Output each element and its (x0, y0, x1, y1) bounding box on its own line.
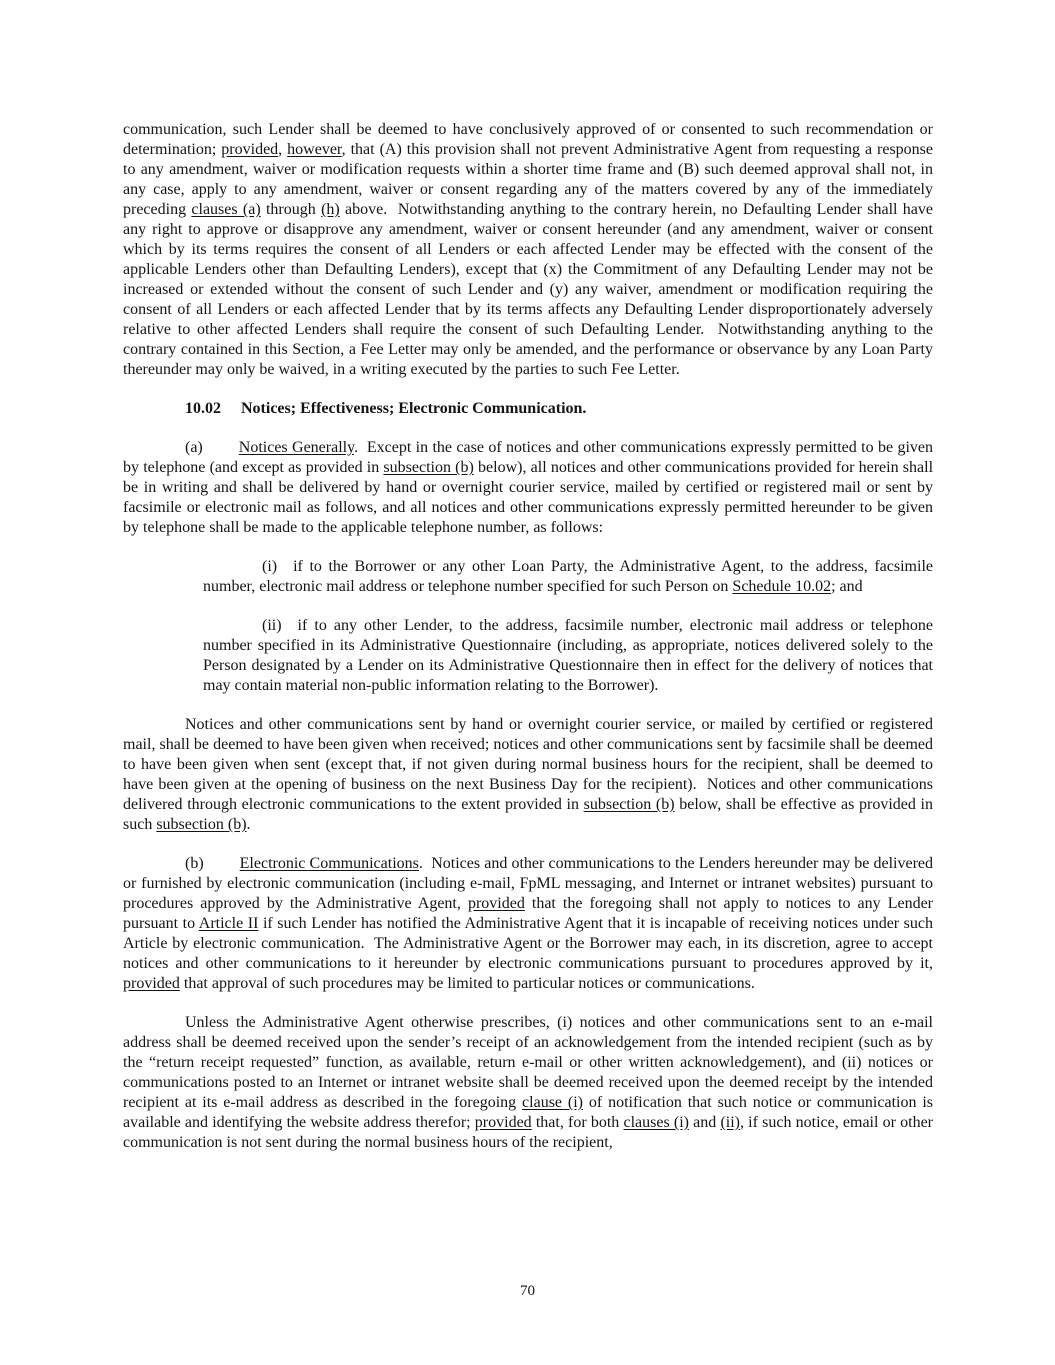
document-body (123, 120, 933, 1172)
text-run: Notices; Effectiveness; Electronic Communication. (241, 400, 587, 417)
section-heading-10-02 (123, 399, 933, 419)
text-run: Unless the Administrative Agent otherwise prescribes, (i) notices and other communications sent to an e-mail address shall be deemed received upon the sender’s receipt of an acknowledgement from the intended recipient (such as by the “return receipt requested” function, as available, return e-mail or other written acknowledgement), and (ii) notices or communications posted to an Internet or intranet website shall be deemed received upon the deemed receipt by the intended recipient at its e-mail address as described in the foregoing (123, 1014, 933, 1111)
text-run: above. Notwithstanding anything to the contrary herein, no Defaulting Lender shall have any right to approve or disapprove any amendment, waiver or consent hereunder (and any amendment, waiver or consent which by its terms requires the consent of all Lenders or each affected Lender may be effected with the consent of the applicable Lenders other than Defaulting Lenders), except that (x) the Commitment of any Defaulting Lender may not be increased or extended without the consent of such Lender and (y) any waiver, amendment or modification requiring the consent of all Lenders or each affected Lender that by its terms affects any Defaulting Lender disproportionately adversely relative to other affected Lenders shall require the consent of such Defaulting Lender. Notwithstanding anything to the contrary contained in this Section, a Fee Letter may only be amended, and the performance or observance by any Loan Party thereunder may only be waived, in a writing executed by the parties to such Fee Letter. (123, 201, 934, 378)
text-run: clause (i) (522, 1094, 583, 1111)
text-run: if to the Borrower or any other Loan Party, the Administrative Agent, to the address, facsimile number, electronic mail address or telephone number specified for such Person on (203, 558, 933, 595)
text-run: below), all notices and other communications provided for herein shall be in writing and shall be delivered by hand or overnight courier service, mailed by certified or registered mail or sent by facsimile or electronic mail as follows, and all notices and other communications expressly permitted hereunder to be given by telephone shall be made to the applicable telephone number, as follows: (123, 459, 934, 536)
text-run: however (287, 141, 342, 158)
text-run: Schedule 10.02 (732, 578, 832, 595)
text-run: Notices and other communications sent by hand or overnight courier service, or mailed by certified or registered mail, shall be deemed to have been given when received; notices and other communications sent by facsimile shall be deemed to have been given when sent (except that, if not given during normal business hours for the recipient, shall be deemed to have been given at the opening of business on the next Business Day for the recipient). Notices and other communications delivered through electronic communications to the extent provided in (123, 716, 933, 813)
text-run: communication, such Lender shall be deemed to have conclusively approved of or consented to such recommendation or determination; (123, 121, 933, 158)
text-run: that, for both (531, 1114, 624, 1131)
paragraph-notices-effectiveness (123, 715, 933, 835)
text-run: provided (123, 975, 180, 992)
text-run: if such Lender has notified the Administrative Agent that it is incapable of receiving notices under such Article by electronic communication. The Administrative Agent or the Borrower may each, in its discretion, agree to accept notices and other communications to it hereunder by electronic communications pursuant to procedures approved by it, (123, 915, 933, 972)
text-run: subsection (b) (156, 816, 247, 833)
paragraph-item-i (203, 557, 933, 597)
text-run: 10.02 (185, 400, 221, 417)
text-run: clauses (i) (623, 1114, 689, 1131)
paragraph-item-ii (203, 616, 933, 696)
text-run: , (278, 141, 288, 158)
page-number: 70 (520, 1283, 535, 1299)
text-run: Electronic Communications (239, 855, 419, 872)
text-run: through (260, 201, 322, 218)
text-run: of notification that such notice or communication is available and identifying the website address therefor; (123, 1094, 934, 1131)
text-run: , that (A) this provision shall not prevent Administrative Agent from requesting a response to any amendment, waiver or modification requests within a shorter time frame and (B) such deemed approval shall not, in any case, apply to any amendment, waiver or consent regarding any of the matters covered by any of the immediately preceding (123, 141, 934, 218)
text-run: if to any other Lender, to the address, facsimile number, electronic mail address or telephone number specified in its Administrative Questionnaire (including, as appropriate, notices delivered solely to the Person designated by a Lender on its Administrative Questionnaire then in effect for the delivery of notices that may contain material non-public information relating to the Borrower). (203, 617, 933, 694)
text-run: . Notices and other communications to the Lenders hereunder may be delivered or furnished by electronic communication (including e-mail, FpML messaging, and Internet or intranet websites) pursuant to procedures approved by the Administrative Agent, (123, 855, 934, 912)
paragraph-amendments-continuation (123, 120, 933, 380)
text-run: Article II (198, 915, 259, 932)
text-run: that the foregoing shall not apply to notices to any Lender pursuant to (123, 895, 933, 932)
text-run: subsection (b) (383, 459, 474, 476)
text-run: clauses (a) (191, 201, 261, 218)
text-run: (ii) (262, 617, 282, 634)
text-run: Notices Generally (238, 439, 355, 456)
text-run: provided (467, 895, 525, 912)
text-run: provided (221, 141, 279, 158)
text-run: and (688, 1114, 721, 1131)
text-run: subsection (b) (583, 796, 675, 813)
paragraph-subsection-a (123, 438, 933, 538)
text-run: , if such notice, email or other communication is not sent during the normal business hours of the recipient, (123, 1114, 933, 1151)
text-run: (ii) (720, 1114, 740, 1131)
text-run: ; and (831, 578, 863, 595)
text-run: . Except in the case of notices and other communications expressly permitted to be given by telephone (and except as provided in (123, 439, 933, 476)
text-run: (b) (185, 855, 204, 872)
text-run: that approval of such procedures may be limited to particular notices or communications. (179, 975, 755, 992)
text-run: (h) (321, 201, 340, 218)
text-run: . (246, 816, 251, 833)
text-run: below, shall be effective as provided in such (123, 796, 934, 833)
text-run: (i) (262, 558, 278, 575)
paragraph-email-receipt (123, 1013, 933, 1153)
text-run: provided (474, 1114, 532, 1131)
text-run: (a) (185, 439, 203, 456)
paragraph-subsection-b (123, 854, 933, 994)
